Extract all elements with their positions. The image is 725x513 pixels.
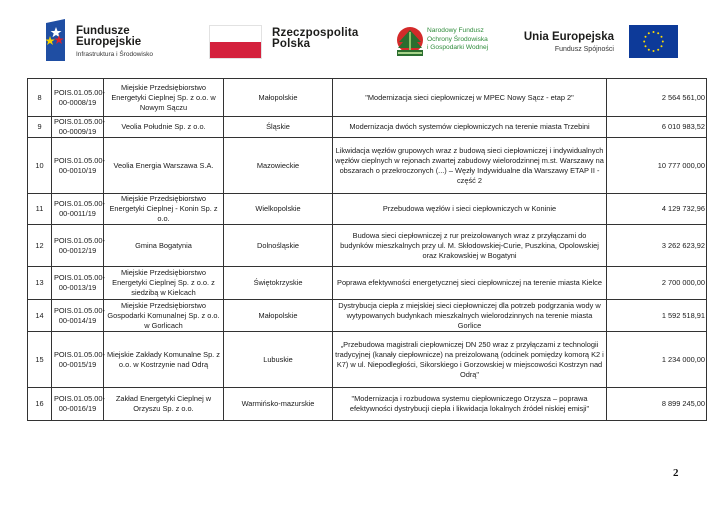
nf-line2: Ochrony Środowiska bbox=[427, 35, 488, 43]
region: Śląskie bbox=[224, 117, 333, 138]
amount: 3 262 623,92 bbox=[607, 225, 707, 267]
amount: 2 564 561,00 bbox=[607, 79, 707, 117]
region: Małopolskie bbox=[224, 79, 333, 117]
amount: 8 899 245,00 bbox=[607, 388, 707, 421]
application-number: POIS.01.05.00-00-0010/19 bbox=[52, 138, 104, 194]
table-row bbox=[28, 388, 707, 421]
table-row bbox=[28, 225, 707, 267]
beneficiary: Zakład Energetyki Cieplnej w Orzyszu Sp. z o.o. bbox=[104, 388, 224, 421]
nf-logo-text bbox=[427, 27, 488, 53]
eu-flag-icon bbox=[629, 25, 678, 58]
table-row bbox=[28, 194, 707, 225]
ue-subtitle: Fundusz Spójności bbox=[554, 46, 614, 53]
table-row bbox=[28, 300, 707, 332]
project-title: Przebudowa węzłów i sieci ciepłowniczych w Koninie bbox=[333, 194, 607, 225]
fe-title-line1: Fundusze bbox=[76, 25, 130, 37]
project-title: „Przebudowa magistrali ciepłowniczej DN 250 wraz z przyłączami z technologii tradycyjnej (kanały ciepłownicze) na preizolowaną (odcinek pomiędzy komorą K2 i K7) w ul. Niepodległości, Sikorskiego i Gorzowskiej w miejscowości Kostrzyn nad Odrą" bbox=[333, 332, 607, 388]
application-number: POIS.01.05.00-00-0012/19 bbox=[52, 225, 104, 267]
region: Małopolskie bbox=[224, 300, 333, 332]
application-number: POIS.01.05.00-00-0016/19 bbox=[52, 388, 104, 421]
pl-line1: Rzeczpospolita bbox=[272, 27, 359, 39]
project-title: Dystrybucja ciepła z miejskiej sieci ciepłowniczej dla potrzeb podgrzania wody w wytypowanych budynkach mieszkalnych wielorodzinnych na terenie miasta Gorlice bbox=[333, 300, 607, 332]
beneficiary: Veolia Energia Warszawa S.A. bbox=[104, 138, 224, 194]
fe-title-line2: Europejskie bbox=[76, 36, 142, 48]
nfosigw-tree-icon bbox=[395, 26, 425, 58]
beneficiary: Miejskie Zakłady Komunalne Sp. z o.o. w Kostrzynie nad Odrą bbox=[104, 332, 224, 388]
project-title: Modernizacja dwóch systemów ciepłowniczych na terenie miasta Trzebini bbox=[333, 117, 607, 138]
beneficiary: Miejskie Przedsiębiorstwo Energetyki Cieplnej Sp. z o.o. w Nowym Sączu bbox=[104, 79, 224, 117]
pl-logo-text bbox=[272, 28, 359, 50]
project-title: "Modernizacja i rozbudowa systemu ciepłowniczego Orzysza – poprawa efektywności dystrybucji ciepła i likwidacja lokalnych źródeł niskiej emisji" bbox=[333, 388, 607, 421]
application-number: POIS.01.05.00-00-0015/19 bbox=[52, 332, 104, 388]
row-number: 12 bbox=[28, 225, 52, 267]
page-header bbox=[0, 0, 725, 75]
table-row bbox=[28, 332, 707, 388]
project-title: Poprawa efektywności energetycznej sieci ciepłowniczej na terenie miasta Kielce bbox=[333, 267, 607, 300]
application-number: POIS.01.05.00-00-0009/19 bbox=[52, 117, 104, 138]
row-number: 10 bbox=[28, 138, 52, 194]
ue-title: Unia Europejska bbox=[523, 31, 614, 43]
project-title: "Modernizacja sieci ciepłowniczej w MPEC Nowy Sącz - etap 2" bbox=[333, 79, 607, 117]
row-number: 14 bbox=[28, 300, 52, 332]
fe-logo-text bbox=[76, 26, 153, 58]
row-number: 9 bbox=[28, 117, 52, 138]
region: Mazowieckie bbox=[224, 138, 333, 194]
amount: 4 129 732,96 bbox=[607, 194, 707, 225]
application-number: POIS.01.05.00-00-0008/19 bbox=[52, 79, 104, 117]
region: Lubuskie bbox=[224, 332, 333, 388]
row-number: 13 bbox=[28, 267, 52, 300]
amount: 2 700 000,00 bbox=[607, 267, 707, 300]
ue-logo-text bbox=[494, 31, 614, 53]
project-title: Budowa sieci ciepłowniczej z rur preizolowanych wraz z przyłączami do budynków mieszkalnych przy ul. M. Skłodowskiej-Curie, Puszkina, Opolowskiej oraz Krakowskiej w Bogatyni bbox=[333, 225, 607, 267]
beneficiary: Miejskie Przedsiębiorstwo Gospodarki Komunalnej Sp. z o.o. w Gorlicach bbox=[104, 300, 224, 332]
grants-table bbox=[27, 78, 707, 421]
row-number: 16 bbox=[28, 388, 52, 421]
amount: 1 592 518,91 bbox=[607, 300, 707, 332]
amount: 1 234 000,00 bbox=[607, 332, 707, 388]
table-row bbox=[28, 138, 707, 194]
amount: 6 010 983,52 bbox=[607, 117, 707, 138]
fe-subtitle: Infrastruktura i Środowisko bbox=[76, 51, 153, 58]
beneficiary: Veolia Południe Sp. z o.o. bbox=[104, 117, 224, 138]
row-number: 15 bbox=[28, 332, 52, 388]
table-row bbox=[28, 79, 707, 117]
region: Dolnośląskie bbox=[224, 225, 333, 267]
beneficiary: Gmina Bogatynia bbox=[104, 225, 224, 267]
page-number: 2 bbox=[673, 467, 679, 479]
application-number: POIS.01.05.00-00-0011/19 bbox=[52, 194, 104, 225]
region: Świętokrzyskie bbox=[224, 267, 333, 300]
beneficiary: Miejskie Przedsiębiorstwo Energetyki Cieplnej - Konin Sp. z o.o. bbox=[104, 194, 224, 225]
application-number: POIS.01.05.00-00-0014/19 bbox=[52, 300, 104, 332]
region: Warmińsko-mazurskie bbox=[224, 388, 333, 421]
beneficiary: Miejskie Przedsiębiorstwo Energetyki Cieplnej Sp. z o.o. z siedzibą w Kielcach bbox=[104, 267, 224, 300]
table-row bbox=[28, 117, 707, 138]
amount: 10 777 000,00 bbox=[607, 138, 707, 194]
project-title: Likwidacja węzłów grupowych wraz z budową sieci ciepłowniczej i indywidualnych węzłów cieplnych w rejonach zwartej zabudowy wielorodzinnej m.st. Warszawy na obszarach o przekroczonych (...) – Węzły Indywidualne dla Warszawy ETAP II - część 2 bbox=[333, 138, 607, 194]
region: Wielkopolskie bbox=[224, 194, 333, 225]
table-row bbox=[28, 267, 707, 300]
eu-funds-star-flag-icon bbox=[46, 19, 65, 61]
nf-line1: Narodowy Fundusz bbox=[427, 27, 484, 34]
row-number: 11 bbox=[28, 194, 52, 225]
application-number: POIS.01.05.00-00-0013/19 bbox=[52, 267, 104, 300]
nf-line3: i Gospodarki Wodnej bbox=[427, 44, 489, 52]
row-number: 8 bbox=[28, 79, 52, 117]
polish-flag-icon bbox=[209, 25, 262, 59]
pl-line2: Polska bbox=[272, 38, 311, 50]
